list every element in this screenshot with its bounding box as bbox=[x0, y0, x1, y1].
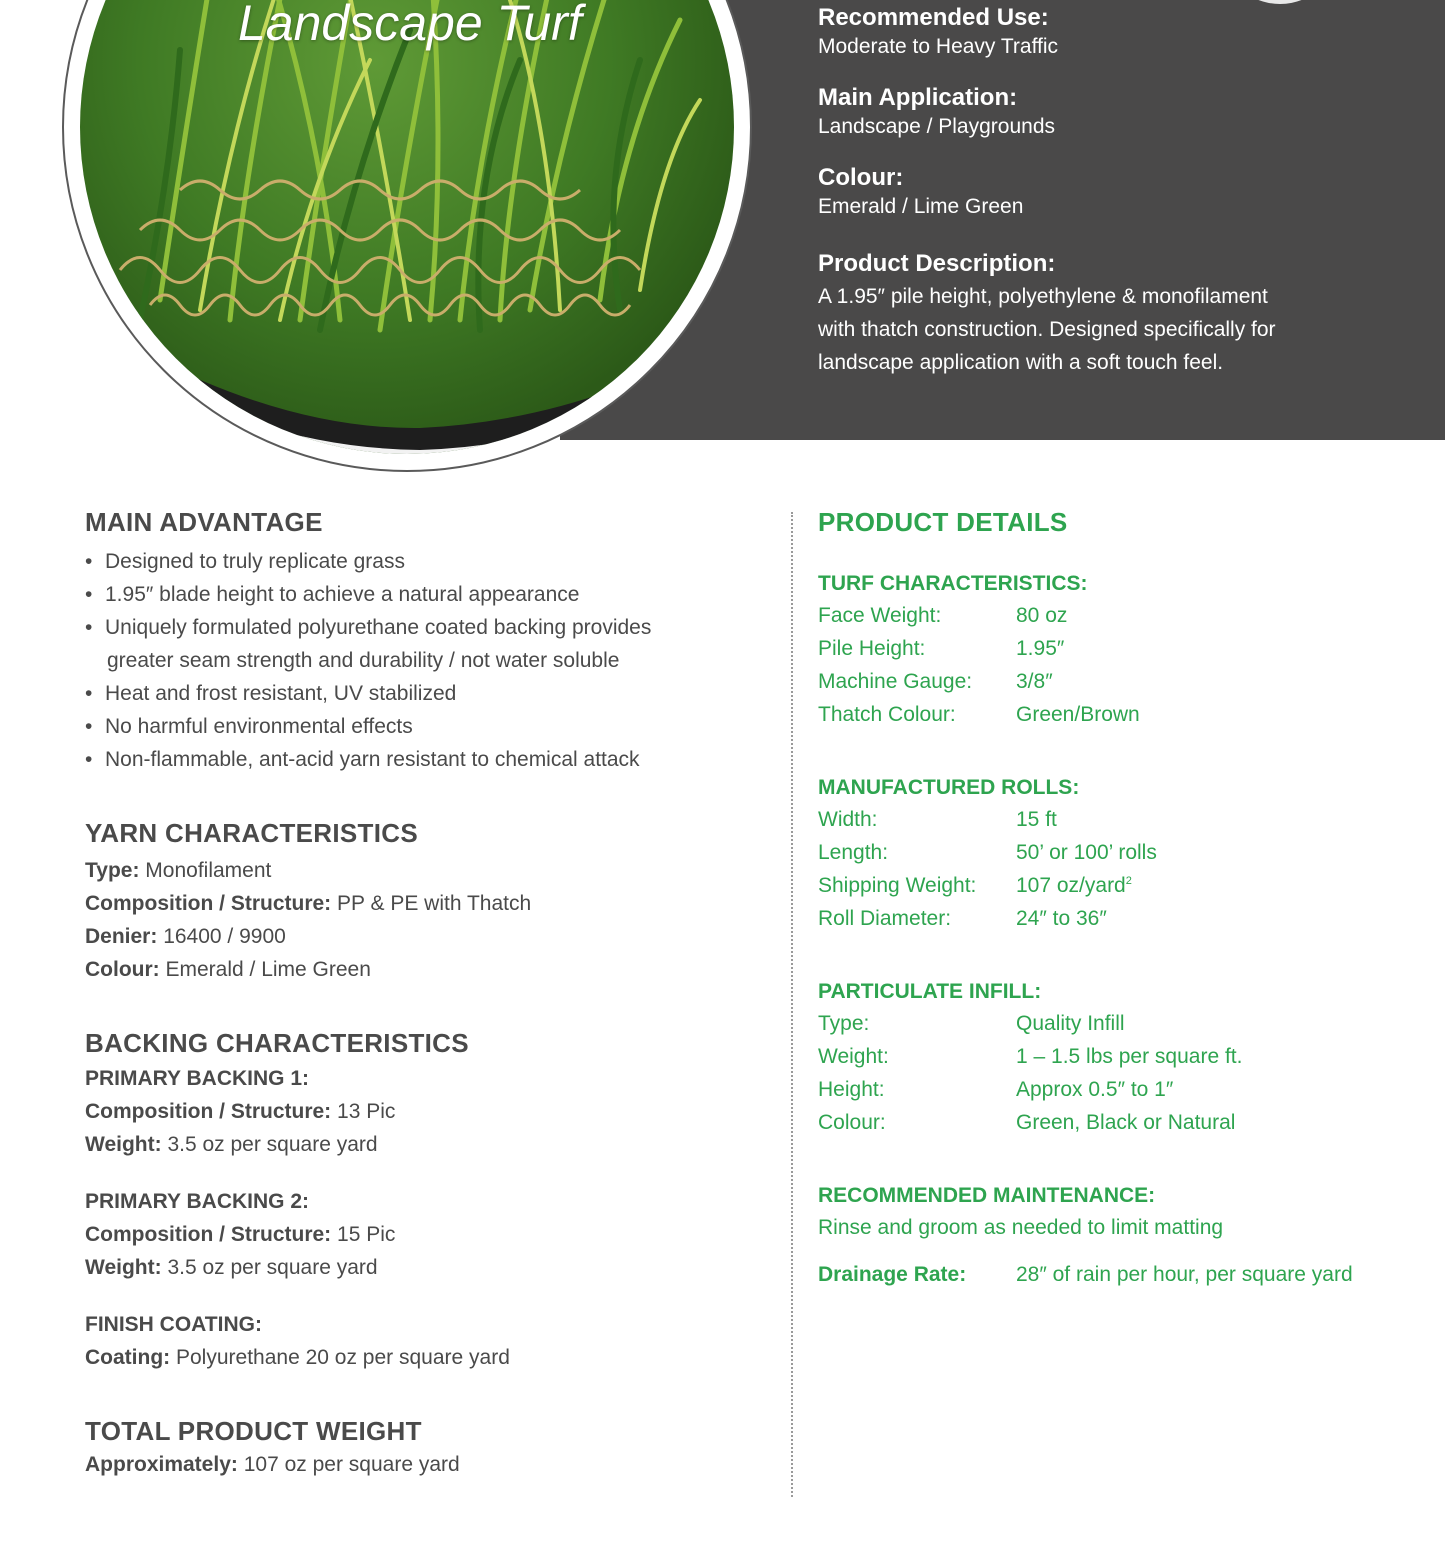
total-weight-value: Approximately: 107 oz per square yard bbox=[85, 1453, 460, 1476]
recommended-use-label: Recommended Use: bbox=[818, 4, 1049, 31]
list-item: • 1.95″ blade height to achieve a natural appearance bbox=[85, 578, 765, 611]
yarn-specs bbox=[85, 854, 765, 986]
main-advantage-list bbox=[85, 545, 765, 776]
primary-backing-2-weight: Weight: 3.5 oz per square yard bbox=[85, 1256, 378, 1279]
yarn-colour: Colour: Emerald / Lime Green bbox=[85, 958, 371, 981]
list-item: • Designed to truly replicate grass bbox=[85, 545, 765, 578]
product-description-text bbox=[818, 280, 1418, 379]
bullet-icon: • bbox=[85, 715, 93, 738]
rolls-row: Roll Diameter: 24″ to 36″ bbox=[818, 907, 1107, 930]
list-item: • No harmful environmental effects bbox=[85, 710, 765, 743]
turf-row: Machine Gauge: 3/8″ bbox=[818, 670, 1053, 693]
product-details-heading: PRODUCT DETAILS bbox=[818, 507, 1068, 537]
description-line: with thatch construction. Designed specifically for bbox=[818, 318, 1276, 341]
finish-coating bbox=[85, 1308, 765, 1374]
recommended-use-value: Moderate to Heavy Traffic bbox=[818, 35, 1059, 58]
main-application-label: Main Application: bbox=[818, 84, 1018, 111]
infill-row: Weight: 1 – 1.5 lbs per square ft. bbox=[818, 1045, 1243, 1068]
turf-row: Face Weight: 80 oz bbox=[818, 604, 1068, 627]
product-summary bbox=[818, 4, 1418, 401]
bullet-icon: • bbox=[85, 748, 93, 771]
rolls-row: Shipping Weight: 107 oz/yard$^2$ bbox=[818, 874, 1132, 897]
primary-backing-2 bbox=[85, 1185, 765, 1284]
column-divider bbox=[791, 512, 793, 1497]
particulate-infill bbox=[818, 977, 1418, 1139]
left-column bbox=[85, 505, 765, 1481]
bullet-icon: • bbox=[85, 550, 93, 573]
hero-title: Landscape Turf bbox=[238, 0, 582, 51]
recommended-use bbox=[818, 4, 1418, 62]
primary-backing-2-composition: Composition / Structure: 15 Pic bbox=[85, 1223, 396, 1246]
yarn-composition: Composition / Structure: PP & PE with Thatch bbox=[85, 892, 532, 915]
main-application-value: Landscape / Playgrounds bbox=[818, 115, 1055, 138]
bullet-icon: • bbox=[85, 583, 93, 606]
manufactured-rolls-title: MANUFACTURED ROLLS: bbox=[818, 776, 1080, 799]
right-column bbox=[818, 505, 1418, 1291]
main-advantage-heading: MAIN ADVANTAGE bbox=[85, 507, 323, 537]
product-description-label: Product Description: bbox=[818, 250, 1056, 277]
infill-row: Height: Approx 0.5″ to 1″ bbox=[818, 1078, 1174, 1101]
product-description bbox=[818, 250, 1418, 379]
particulate-infill-title: PARTICULATE INFILL: bbox=[818, 980, 1042, 1003]
bullet-icon: • bbox=[85, 616, 93, 639]
backing-heading: BACKING CHARACTERISTICS bbox=[85, 1028, 469, 1058]
list-item: • Heat and frost resistant, UV stabilized bbox=[85, 677, 765, 710]
drainage-rate: Drainage Rate: 28″ of rain per hour, per square yard bbox=[818, 1263, 1353, 1286]
maintenance-title: RECOMMENDED MAINTENANCE: bbox=[818, 1184, 1156, 1207]
turf-row: Pile Height: 1.95″ bbox=[818, 637, 1065, 660]
bullet-icon: • bbox=[85, 682, 93, 705]
colour bbox=[818, 164, 1418, 222]
primary-backing-1-title: PRIMARY BACKING 1: bbox=[85, 1067, 310, 1090]
turf-row: Thatch Colour: Green/Brown bbox=[818, 703, 1140, 726]
primary-backing-1 bbox=[85, 1062, 765, 1161]
description-line: A 1.95″ pile height, polyethylene & monofilament bbox=[818, 285, 1268, 308]
yarn-heading: YARN CHARACTERISTICS bbox=[85, 818, 418, 848]
infill-row: Type: Quality Infill bbox=[818, 1012, 1125, 1035]
manufactured-rolls bbox=[818, 773, 1418, 935]
turf-characteristics-title: TURF CHARACTERISTICS: bbox=[818, 572, 1088, 595]
primary-backing-2-title: PRIMARY BACKING 2: bbox=[85, 1190, 310, 1213]
list-item: • Non-flammable, ant-acid yarn resistant to chemical attack bbox=[85, 743, 765, 776]
maintenance-text: Rinse and groom as needed to limit matting bbox=[818, 1216, 1224, 1239]
colour-label: Colour: bbox=[818, 164, 904, 191]
recommended-maintenance bbox=[818, 1181, 1418, 1244]
finish-coating-value: Coating: Polyurethane 20 oz per square yard bbox=[85, 1346, 510, 1369]
yarn-type: Type: Monofilament bbox=[85, 859, 272, 882]
infill-row: Colour: Green, Black or Natural bbox=[818, 1111, 1236, 1134]
primary-backing-1-weight: Weight: 3.5 oz per square yard bbox=[85, 1133, 378, 1156]
finish-coating-title: FINISH COATING: bbox=[85, 1313, 262, 1336]
main-application bbox=[818, 84, 1418, 142]
turf-characteristics bbox=[818, 569, 1418, 731]
rolls-row: Width: 15 ft bbox=[818, 808, 1057, 831]
yarn-denier: Denier: 16400 / 9900 bbox=[85, 925, 286, 948]
description-line: landscape application with a soft touch feel. bbox=[818, 351, 1224, 374]
rolls-row: Length: 50’ or 100’ rolls bbox=[818, 841, 1157, 864]
primary-backing-1-composition: Composition / Structure: 13 Pic bbox=[85, 1100, 396, 1123]
colour-value: Emerald / Lime Green bbox=[818, 195, 1024, 218]
total-weight-heading: TOTAL PRODUCT WEIGHT bbox=[85, 1416, 422, 1446]
list-item: • Uniquely formulated polyurethane coated backing provides greater seam strength and durability / not water soluble bbox=[85, 611, 765, 677]
